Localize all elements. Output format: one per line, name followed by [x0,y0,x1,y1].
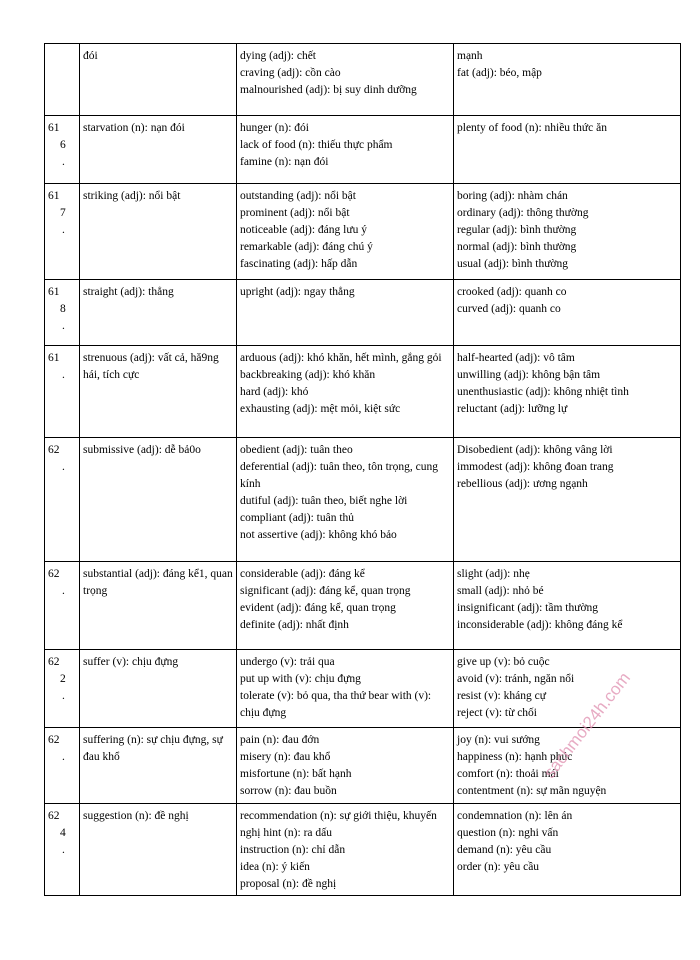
entry-number [45,346,80,438]
antonym-item: fat (adj): béo, mập [457,67,542,79]
headword: substantial (adj): đáng kể1, quan trọng [80,562,237,650]
headword: đói [80,44,237,116]
entry-number-main: 61 [48,122,60,134]
antonym-item: demand (n): yêu cầu [457,844,552,856]
synonym-item: exhausting (adj): mệt mỏi, kiệt sức [240,403,401,415]
antonyms-cell [454,804,681,896]
synonym-item: obedient (adj): tuân theo [240,444,353,456]
synonym-item: prominent (adj): nổi bật [240,207,350,219]
synonym-item: compliant (adj): tuân thủ [240,512,355,524]
antonym-item: half-hearted (adj): vô tâm [457,352,575,364]
entry-number-sub: 6 [60,139,66,151]
headword: suffer (v): chịu đựng [80,650,237,728]
synonyms-cell [237,280,454,346]
entry-number [45,44,80,116]
antonym-item: normal (adj): bình thường [457,241,577,253]
synonym-item: craving (adj): cồn cào [240,67,341,79]
synonym-item: outstanding (adj): nổi bật [240,190,356,202]
entry-number-main: 62 [48,568,60,580]
antonyms-cell [454,184,681,280]
antonym-item: comfort (n): thoải mái [457,768,559,780]
entry-number-sub: 4 [60,827,66,839]
antonym-item: crooked (adj): quanh co [457,286,567,298]
table-row [45,116,681,184]
synonyms-cell [237,728,454,804]
synonyms-cell [237,650,454,728]
antonym-item: give up (v): bỏ cuộc [457,656,550,668]
synonym-item: misery (n): đau khổ [240,751,331,763]
antonym-item: insignificant (adj): tầm thường [457,602,599,614]
synonym-item: put up with (v): chịu đựng [240,673,361,685]
synonym-item: fascinating (adj): hấp dẫn [240,258,358,270]
synonym-item: malnourished (adj): bị suy dinh dưỡng [240,84,417,96]
synonym-item: evident (adj): đáng kể, quan trọng [240,602,396,614]
synonym-item: sorrow (n): đau buồn [240,785,337,797]
antonyms-cell [454,438,681,562]
antonym-item: condemnation (n): lên án [457,810,573,822]
antonym-item: resist (v): kháng cự [457,690,546,702]
headword: suffering (n): sự chịu đựng, sự đau khổ [80,728,237,804]
synonym-item: hard (adj): khó [240,386,309,398]
entry-number-dot: . [62,585,65,597]
synonym-item: idea (n): ý kiến [240,861,310,873]
entry-number [45,184,80,280]
antonym-item: contentment (n): sự mãn nguyện [457,785,607,797]
entry-number-sub: 7 [60,207,66,219]
antonyms-cell [454,44,681,116]
antonym-item: mạnh [457,50,483,62]
headword: strenuous (adj): vất cả, hă9ng hái, tích cực [80,346,237,438]
synonym-item: recommendation (n): sự giới thiệu, khuyến nghị hint (n): ra dấu [240,810,437,839]
table-row [45,44,681,116]
antonym-item: question (n): nghi vấn [457,827,559,839]
headword: submissive (adj): dễ bả0o [80,438,237,562]
antonyms-cell [454,562,681,650]
synonym-item: famine (n): nạn đói [240,156,329,168]
headword: straight (adj): thẳng [80,280,237,346]
headword: suggestion (n): đề nghị [80,804,237,896]
antonym-item: rebellious (adj): ương ngạnh [457,478,588,490]
headword: starvation (n): nạn đói [80,116,237,184]
synonym-item: dutiful (adj): tuân theo, biết nghe lời [240,495,408,507]
antonym-item: inconsiderable (adj): không đáng kể [457,619,623,631]
antonym-item: usual (adj): bình thường [457,258,569,270]
synonym-item: deferential (adj): tuân theo, tôn trọng, cung kính [240,461,438,490]
entry-number [45,438,80,562]
synonym-item: arduous (adj): khó khăn, hết mình, gắng gỏi [240,352,442,364]
antonyms-cell [454,116,681,184]
synonym-item: remarkable (adj): đáng chú ý [240,241,373,253]
antonym-item: Disobedient (adj): không vâng lời [457,444,613,456]
table-row [45,438,681,562]
entry-number-dot: . [62,690,65,702]
antonym-item: reluctant (adj): lưỡng lự [457,403,568,415]
synonym-item: not assertive (adj): không khó bảo [240,529,397,541]
antonyms-cell [454,280,681,346]
entry-number-sub: 2 [60,673,66,685]
antonym-item: happiness (n): hạnh phúc [457,751,573,763]
entry-number-dot: . [62,224,65,236]
entry-number-dot: . [62,369,65,381]
antonym-item: reject (v): từ chối [457,707,537,719]
antonym-item: joy (n): vui sướng [457,734,540,746]
synonyms-cell [237,346,454,438]
entry-number [45,650,80,728]
vocabulary-table-body [45,44,681,896]
entry-number-main: 62 [48,734,60,746]
entry-number-dot: . [62,461,65,473]
headword: striking (adj): nổi bật [80,184,237,280]
entry-number-dot: . [62,320,65,332]
antonym-item: unenthusiastic (adj): không nhiệt tình [457,386,629,398]
synonyms-cell [237,804,454,896]
synonym-item: undergo (v): trải qua [240,656,335,668]
synonym-item: proposal (n): đề nghị [240,878,337,890]
entry-number-dot: . [62,751,65,763]
entry-number [45,280,80,346]
antonym-item: boring (adj): nhàm chán [457,190,568,202]
synonym-item: considerable (adj): đáng kể [240,568,365,580]
synonym-item: tolerate (v): bỏ qua, tha thứ bear with (v): chịu đựng [240,690,432,719]
entry-number-main: 62 [48,444,60,456]
antonym-item: ordinary (adj): thông thường [457,207,589,219]
entry-number [45,728,80,804]
antonym-item: small (adj): nhỏ bé [457,585,544,597]
entry-number-main: 61 [48,286,60,298]
entry-number-dot: . [62,844,65,856]
entry-number-dot: . [62,156,65,168]
synonym-item: misfortune (n): bất hạnh [240,768,352,780]
synonym-item: instruction (n): chỉ dẫn [240,844,346,856]
vocabulary-table [44,43,681,896]
synonym-item: dying (adj): chết [240,50,317,62]
synonyms-cell [237,562,454,650]
synonyms-cell [237,44,454,116]
table-row [45,184,681,280]
table-row [45,280,681,346]
entry-number [45,804,80,896]
synonyms-cell [237,438,454,562]
entry-number-sub: 8 [60,303,66,315]
synonym-item: significant (adj): đáng kể, quan trọng [240,585,411,597]
synonyms-cell [237,116,454,184]
antonym-item: immodest (adj): không đoan trang [457,461,614,473]
antonym-item: plenty of food (n): nhiều thức ăn [457,122,607,134]
synonym-item: definite (adj): nhất định [240,619,349,631]
synonym-item: backbreaking (adj): khó khăn [240,369,376,381]
synonym-item: upright (adj): ngay thẳng [240,286,355,298]
antonym-item: slight (adj): nhẹ [457,568,530,580]
entry-number-main: 62 [48,810,60,822]
synonym-item: pain (n): đau đớn [240,734,320,746]
entry-number-main: 61 [48,352,60,364]
synonyms-cell [237,184,454,280]
table-row [45,562,681,650]
entry-number [45,562,80,650]
entry-number [45,116,80,184]
antonym-item: order (n): yêu cầu [457,861,540,873]
watermark: sachmoi24h.com [540,668,635,782]
table-row [45,804,681,896]
synonym-item: hunger (n): đói [240,122,309,134]
antonym-item: unwilling (adj): không bận tâm [457,369,601,381]
antonym-item: regular (adj): bình thường [457,224,577,236]
entry-number-main: 62 [48,656,60,668]
synonym-item: noticeable (adj): đáng lưu ý [240,224,367,236]
table-row [45,346,681,438]
synonym-item: lack of food (n): thiếu thực phẩm [240,139,393,151]
entry-number-main: 61 [48,190,60,202]
antonyms-cell [454,346,681,438]
antonym-item: avoid (v): tránh, ngăn nổi [457,673,575,685]
antonyms-cell [454,650,681,728]
antonym-item: curved (adj): quanh co [457,303,561,315]
